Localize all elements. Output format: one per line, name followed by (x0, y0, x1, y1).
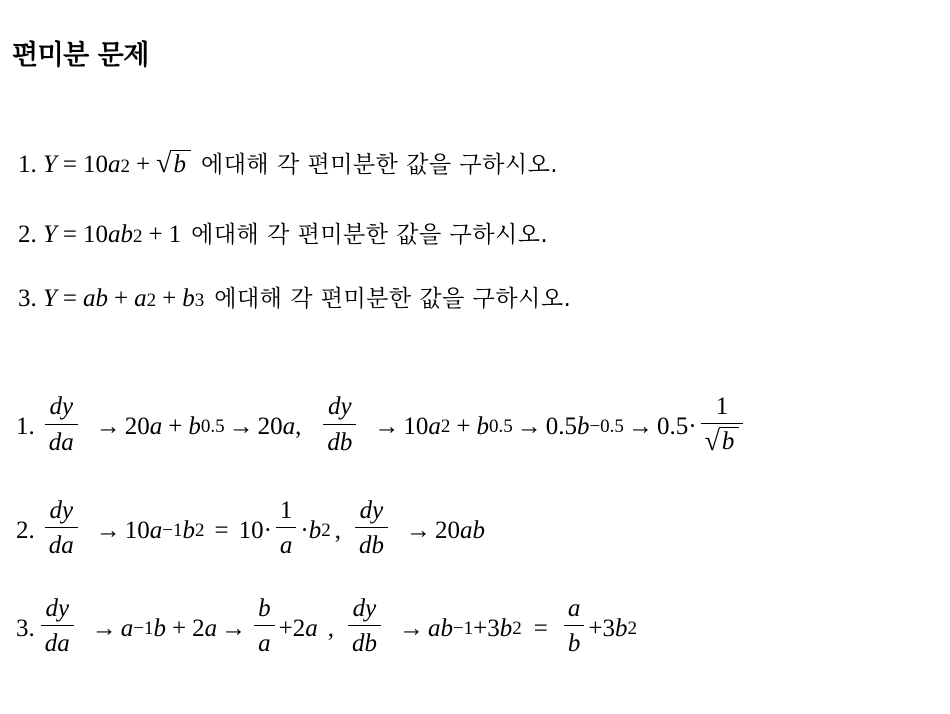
fraction-dy-db (355, 498, 388, 560)
solution-number: 2. (16, 516, 35, 544)
var-b: b (182, 285, 195, 312)
solution-number: 3. (16, 614, 35, 642)
solution-3: 3. $\frac{dy}{da}$ → a −1 b + 2 a → $\frac{b}{a}$ + 2 a , $\frac{dy}{db}$ → ab −1 + 3 b 2 = $\frac{a}{b}$ + 3 b 2 (16, 595, 637, 658)
var-b: b (188, 413, 201, 440)
equals: = (62, 221, 78, 248)
question-number: 3. (18, 285, 37, 312)
page-title: 편미분 문제 (12, 40, 149, 71)
dot: · (263, 516, 272, 544)
var-Y: Y (43, 151, 57, 178)
coef: 20 (124, 413, 150, 440)
equals: = (62, 151, 78, 178)
var-b: b (721, 428, 735, 456)
question-suffix: 에대해 각 편미분한 값을 구하시오. (201, 152, 559, 178)
denominator: db (355, 527, 388, 559)
var-a: a (134, 285, 147, 312)
sqrt-b (156, 150, 191, 179)
radical-sign: √ (704, 425, 720, 457)
var-Y: Y (43, 221, 57, 248)
numerator: dy (359, 497, 384, 524)
denominator: a (276, 527, 297, 559)
question-2: 2. Y = 10 ab 2 + 1 에대해 각 편미분한 값을 구하시오. (18, 216, 548, 249)
var-ab: ab (108, 221, 134, 248)
numerator: 1 (279, 497, 293, 524)
var-b: b (182, 516, 195, 544)
var-a: a (204, 614, 218, 642)
plus: + (162, 285, 177, 312)
coef: 0.5 (656, 413, 689, 440)
arrow: → (374, 413, 400, 440)
plus: + (473, 614, 488, 642)
question-number: 2. (18, 221, 37, 248)
fraction-dy-da (45, 394, 78, 456)
var-a: a (149, 413, 163, 440)
equals: = (214, 516, 229, 544)
arrow: → (516, 413, 542, 440)
numerator: 1 (715, 393, 729, 420)
coef: 3 (602, 614, 615, 642)
coef: 10 (238, 516, 264, 544)
fraction-a-over-b (564, 596, 585, 658)
var-b: b (576, 413, 590, 440)
var-a: a (120, 614, 134, 642)
denominator (701, 423, 744, 456)
question-suffix: 에대해 각 편미분한 값을 구하시오. (214, 286, 572, 312)
dot: · (300, 516, 309, 544)
comma: , (295, 413, 302, 440)
solution-1: 1. $\frac{dy}{da}$ → 20 a + b 0.5 → 20 a , $\frac{dy}{db}$ → 10 a 2 + b 0.5 → 0.5 b −0.5 → 0.5 · 1 √ b (16, 396, 747, 458)
equals: = (533, 614, 548, 642)
var-a: a (108, 151, 121, 178)
equals: = (62, 285, 78, 312)
numerator: dy (352, 595, 377, 622)
arrow: → (228, 413, 254, 440)
fraction-b-over-a (254, 596, 275, 658)
denominator: da (45, 527, 78, 559)
var-b: b (153, 614, 166, 642)
radical-sign: √ (156, 148, 172, 179)
coef: 10 (83, 151, 109, 178)
arrow: → (398, 614, 424, 642)
plus: + (171, 614, 187, 642)
constant: 1 (168, 221, 182, 248)
plus: + (456, 413, 471, 440)
question-3: 3. Y = ab + a 2 + b 3 에대해 각 편미분한 값을 구하시오. (18, 280, 571, 313)
denominator: b (564, 625, 585, 657)
fraction-dy-da (45, 498, 78, 560)
numerator: b (258, 595, 271, 622)
var-b: b (614, 614, 628, 642)
numerator: a (567, 595, 581, 622)
arrow: → (95, 516, 121, 544)
numerator: dy (328, 393, 352, 421)
var-ab: ab (427, 614, 453, 642)
coef: 10 (83, 221, 109, 248)
numerator: dy (49, 497, 74, 524)
plus: + (136, 151, 151, 178)
solution-number: 1. (16, 413, 35, 440)
var-ab: ab (83, 285, 109, 312)
solution-2: 2. $\frac{dy}{da}$ → 10 a −1 b 2 = 10 · $\frac{1}{a}$ · b 2 , $\frac{dy}{db}$ → 20 ab (16, 497, 485, 560)
coef: 3 (487, 614, 500, 642)
fraction-one-over-a (276, 498, 297, 560)
numerator: dy (45, 595, 70, 622)
question-suffix: 에대해 각 편미분한 값을 구하시오. (191, 222, 549, 248)
var-b: b (308, 516, 322, 544)
plus: + (278, 614, 293, 642)
fraction-dy-da (41, 596, 74, 658)
coef: 10 (403, 413, 429, 440)
arrow: → (405, 516, 431, 544)
numerator: dy (49, 393, 74, 421)
denominator: a (254, 625, 275, 657)
coef: 0.5 (545, 413, 577, 440)
arrow: → (91, 614, 117, 642)
dot: · (688, 413, 697, 440)
plus: + (588, 614, 603, 642)
comma: , (334, 516, 341, 544)
plus: + (168, 413, 183, 440)
var-b: b (173, 150, 186, 178)
coef: 2 (192, 614, 205, 642)
coef: 20 (257, 413, 283, 440)
arrow: → (221, 614, 247, 642)
coef: 10 (124, 516, 150, 544)
var-a: a (282, 413, 296, 440)
arrow: → (627, 413, 653, 440)
coef: 20 (434, 516, 460, 544)
var-a: a (305, 614, 318, 642)
fraction-dy-db (323, 394, 356, 456)
arrow: → (95, 413, 121, 440)
var-a: a (149, 516, 163, 544)
fraction-one-over-sqrt-b (701, 394, 744, 456)
var-ab: ab (459, 516, 485, 544)
comma: , (327, 614, 334, 642)
denominator: da (41, 625, 74, 657)
var-b: b (476, 413, 489, 440)
var-a: a (428, 413, 441, 440)
var-Y: Y (43, 285, 57, 312)
coef: 2 (292, 614, 306, 642)
denominator: db (323, 424, 356, 456)
question-number: 1. (18, 151, 37, 178)
var-b: b (499, 614, 513, 642)
fraction-dy-db (348, 596, 381, 658)
plus: + (148, 221, 163, 248)
plus: + (114, 285, 129, 312)
question-1: 1. Y = 10 a 2 + √ b 에대해 각 편미분한 값을 구하시오. (18, 148, 559, 179)
denominator: da (45, 424, 78, 456)
denominator: db (348, 625, 381, 657)
